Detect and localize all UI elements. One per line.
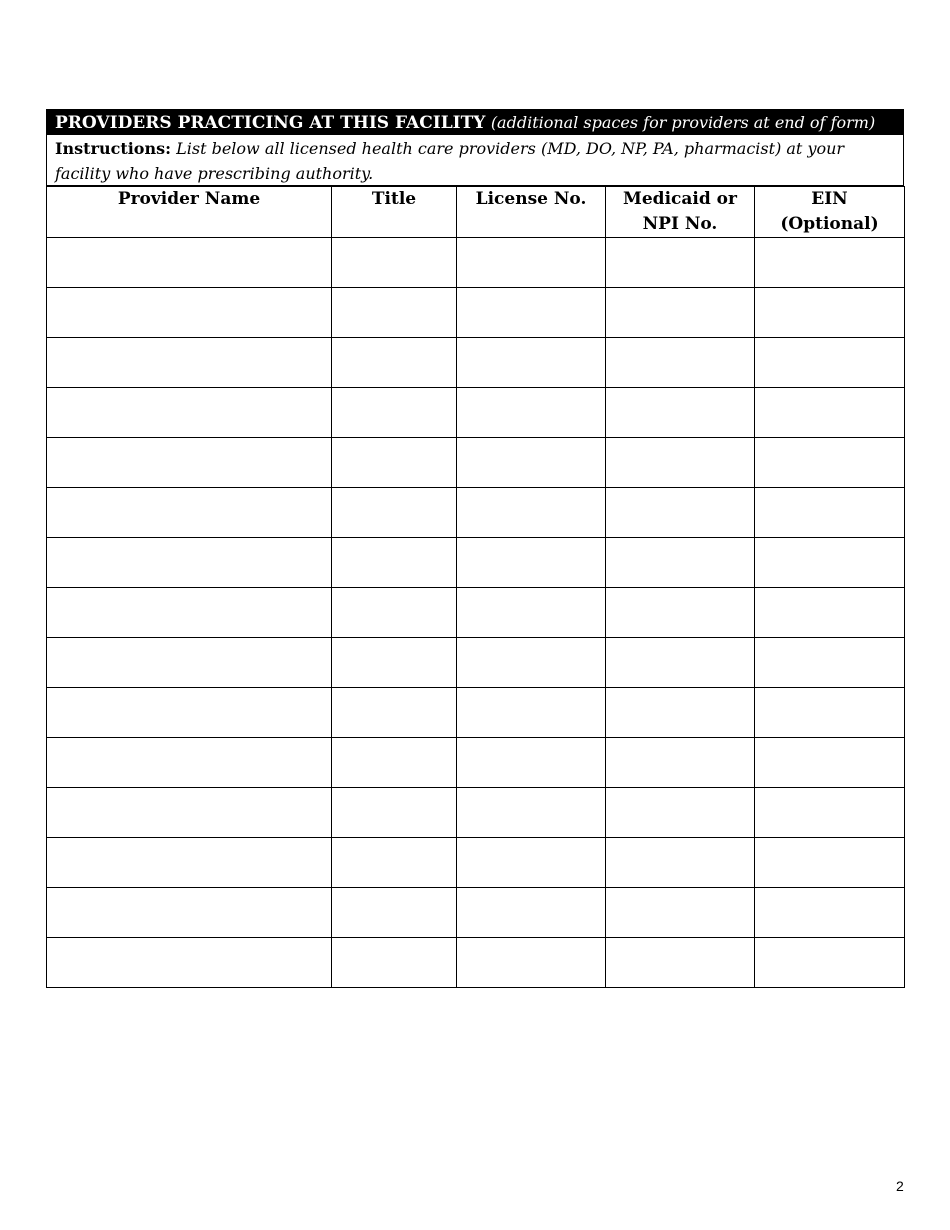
provider-name-cell[interactable] (47, 388, 332, 438)
title-cell[interactable] (332, 288, 457, 338)
medicaid-npi-cell[interactable] (606, 388, 755, 438)
column-header-line: NPI No. (642, 214, 718, 234)
ein-cell[interactable] (755, 788, 905, 838)
ein-cell[interactable] (755, 538, 905, 588)
medicaid-npi-cell[interactable] (606, 588, 755, 638)
title-cell[interactable] (332, 438, 457, 488)
title-cell[interactable] (332, 538, 457, 588)
medicaid-npi-cell[interactable] (606, 838, 755, 888)
table-row (47, 288, 905, 338)
title-cell[interactable] (332, 738, 457, 788)
title-cell[interactable] (332, 688, 457, 738)
table-row (47, 938, 905, 988)
medicaid-npi-cell[interactable] (606, 288, 755, 338)
table-row (47, 638, 905, 688)
title-cell[interactable] (332, 888, 457, 938)
medicaid-npi-cell[interactable] (606, 938, 755, 988)
providers-table (46, 186, 905, 988)
medicaid-npi-cell[interactable] (606, 688, 755, 738)
ein-cell[interactable] (755, 888, 905, 938)
section-header (46, 109, 904, 135)
table-row (47, 538, 905, 588)
medicaid-npi-cell[interactable] (606, 238, 755, 288)
title-cell[interactable] (332, 338, 457, 388)
table-row (47, 488, 905, 538)
license-no-cell[interactable] (457, 638, 606, 688)
ein-cell[interactable] (755, 288, 905, 338)
page-number: 2 (896, 1178, 904, 1194)
table-row (47, 388, 905, 438)
provider-name-cell[interactable] (47, 688, 332, 738)
title-cell[interactable] (332, 638, 457, 688)
ein-cell[interactable] (755, 838, 905, 888)
column-header-medicaid-npi (606, 187, 755, 238)
table-row (47, 238, 905, 288)
table-header-row (47, 187, 905, 238)
section-note: (additional spaces for providers at end of form) (490, 113, 876, 132)
license-no-cell[interactable] (457, 738, 606, 788)
ein-cell[interactable] (755, 338, 905, 388)
title-cell[interactable] (332, 488, 457, 538)
provider-name-cell[interactable] (47, 938, 332, 988)
ein-cell[interactable] (755, 688, 905, 738)
ein-cell[interactable] (755, 488, 905, 538)
ein-cell[interactable] (755, 438, 905, 488)
license-no-cell[interactable] (457, 538, 606, 588)
license-no-cell[interactable] (457, 688, 606, 738)
provider-name-cell[interactable] (47, 738, 332, 788)
ein-cell[interactable] (755, 388, 905, 438)
license-no-cell[interactable] (457, 788, 606, 838)
column-header-line: Title (371, 189, 417, 209)
provider-name-cell[interactable] (47, 638, 332, 688)
table-row (47, 338, 905, 388)
section-title: PROVIDERS PRACTICING AT THIS FACILITY (55, 113, 486, 133)
table-body (47, 238, 905, 988)
license-no-cell[interactable] (457, 838, 606, 888)
column-header-line: License No. (475, 189, 587, 209)
table-row (47, 438, 905, 488)
providers-form (46, 109, 904, 988)
column-header-line: (Optional) (780, 214, 879, 234)
provider-name-cell[interactable] (47, 288, 332, 338)
provider-name-cell[interactable] (47, 888, 332, 938)
title-cell[interactable] (332, 838, 457, 888)
title-cell[interactable] (332, 938, 457, 988)
provider-name-cell[interactable] (47, 488, 332, 538)
provider-name-cell[interactable] (47, 838, 332, 888)
license-no-cell[interactable] (457, 338, 606, 388)
instructions (46, 135, 904, 186)
medicaid-npi-cell[interactable] (606, 738, 755, 788)
medicaid-npi-cell[interactable] (606, 788, 755, 838)
ein-cell[interactable] (755, 938, 905, 988)
title-cell[interactable] (332, 388, 457, 438)
provider-name-cell[interactable] (47, 788, 332, 838)
license-no-cell[interactable] (457, 888, 606, 938)
title-cell[interactable] (332, 588, 457, 638)
ein-cell[interactable] (755, 638, 905, 688)
license-no-cell[interactable] (457, 438, 606, 488)
provider-name-cell[interactable] (47, 338, 332, 388)
column-header-line: EIN (811, 189, 848, 209)
license-no-cell[interactable] (457, 238, 606, 288)
provider-name-cell[interactable] (47, 588, 332, 638)
medicaid-npi-cell[interactable] (606, 538, 755, 588)
column-header-provider-name (47, 187, 332, 238)
table-row (47, 838, 905, 888)
license-no-cell[interactable] (457, 938, 606, 988)
column-header-line: Provider Name (117, 189, 261, 209)
column-header-line: Medicaid or (623, 189, 737, 209)
provider-name-cell[interactable] (47, 238, 332, 288)
ein-cell[interactable] (755, 588, 905, 638)
medicaid-npi-cell[interactable] (606, 338, 755, 388)
title-cell[interactable] (332, 788, 457, 838)
medicaid-npi-cell[interactable] (606, 888, 755, 938)
table-row (47, 738, 905, 788)
column-header-license-no (457, 187, 606, 238)
ein-cell[interactable] (755, 738, 905, 788)
license-no-cell[interactable] (457, 288, 606, 338)
title-cell[interactable] (332, 238, 457, 288)
table-row (47, 688, 905, 738)
table-row (47, 788, 905, 838)
ein-cell[interactable] (755, 238, 905, 288)
medicaid-npi-cell[interactable] (606, 488, 755, 538)
license-no-cell[interactable] (457, 588, 606, 638)
column-header-ein (755, 187, 905, 238)
provider-name-cell[interactable] (47, 438, 332, 488)
medicaid-npi-cell[interactable] (606, 638, 755, 688)
license-no-cell[interactable] (457, 488, 606, 538)
instructions-text: List below all licensed health care providers (MD, DO, NP, PA, pharmacist) at your facility who have prescribing authority. (55, 139, 845, 183)
instructions-label: Instructions: (55, 139, 172, 158)
medicaid-npi-cell[interactable] (606, 438, 755, 488)
provider-name-cell[interactable] (47, 538, 332, 588)
column-header-title (332, 187, 457, 238)
license-no-cell[interactable] (457, 388, 606, 438)
table-row (47, 888, 905, 938)
table-row (47, 588, 905, 638)
